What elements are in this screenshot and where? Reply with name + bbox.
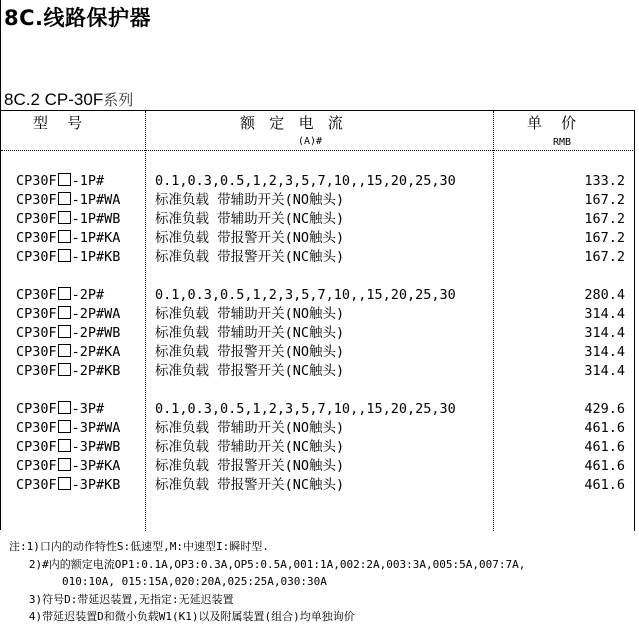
- model-suffix: -2P#WA: [71, 306, 121, 322]
- rating-cell: 标准负载 带辅助开关(NO触头): [155, 306, 345, 322]
- price-cell: 314.4: [584, 344, 625, 360]
- option-box-icon: [58, 287, 71, 300]
- model-suffix: -3P#KA: [71, 458, 121, 474]
- header-price-unit: RMB: [553, 137, 572, 148]
- model-cell: [16, 191, 146, 210]
- option-box-icon: [58, 344, 71, 357]
- left-border-line: [0, 0, 1, 530]
- model-prefix: CP30F: [16, 325, 57, 341]
- model-cell: [16, 343, 146, 362]
- model-cell: [16, 457, 146, 476]
- model-suffix: -2P#KA: [71, 344, 121, 360]
- rating-cell: 标准负载 带报警开关(NC触头): [155, 477, 345, 493]
- model-prefix: CP30F: [16, 477, 57, 493]
- model-cell: [16, 229, 146, 248]
- footnotes: [9, 538, 525, 626]
- model-prefix: CP30F: [16, 230, 57, 246]
- option-box-icon: [58, 306, 71, 319]
- model-suffix: -3P#: [71, 401, 105, 417]
- price-cell: 133.2: [584, 173, 625, 189]
- rating-cell: 标准负载 带报警开关(NO触头): [155, 344, 345, 360]
- model-suffix: -1P#WA: [71, 192, 121, 208]
- header-rating-unit: (A)#: [298, 136, 323, 147]
- rating-cell: 标准负载 带辅助开关(NO触头): [155, 420, 345, 436]
- price-cell: 461.6: [584, 420, 625, 436]
- model-prefix: CP30F: [16, 458, 57, 474]
- model-suffix: -3P#WB: [71, 439, 121, 455]
- model-suffix: -1P#KB: [71, 249, 121, 265]
- note-line: 4)带延迟装置D和微小负载W1(K1)以及附属装置(组合)均单独询价: [9, 610, 355, 623]
- header-rating: 额 定 电 流: [240, 114, 343, 132]
- price-cell: 461.6: [584, 477, 625, 493]
- rating-cell: 标准负载 带报警开关(NO触头): [155, 458, 345, 474]
- table-header-divider: [1, 150, 635, 151]
- note-line: 010:10A, 015:15A,020:20A,025:25A,030:30A: [9, 575, 327, 588]
- option-box-icon: [58, 458, 71, 471]
- option-box-icon: [58, 249, 71, 262]
- page-title: 8C.线路保护器: [4, 6, 152, 30]
- option-box-icon: [58, 420, 71, 433]
- rating-cell: 0.1,0.3,0.5,1,2,3,5,7,10,,15,20,25,30: [155, 401, 456, 417]
- model-prefix: CP30F: [16, 211, 57, 227]
- section-code: 8C.2 CP-30F: [4, 90, 104, 109]
- model-suffix: -2P#WB: [71, 325, 121, 341]
- model-prefix: CP30F: [16, 401, 57, 417]
- model-prefix: CP30F: [16, 173, 57, 189]
- model-cell: [16, 419, 146, 438]
- note-line: 3)符号D:带延迟装置,无指定:无延迟装置: [9, 592, 234, 606]
- rating-cell: 标准负载 带报警开关(NC触头): [155, 249, 345, 265]
- rating-cell: 0.1,0.3,0.5,1,2,3,5,7,10,,15,20,25,30: [155, 173, 456, 189]
- rating-cell: 标准负载 带辅助开关(NC触头): [155, 211, 345, 227]
- price-cell: 167.2: [584, 192, 625, 208]
- price-cell: 461.6: [584, 439, 625, 455]
- model-suffix: -1P#WB: [71, 211, 121, 227]
- section-title: [4, 89, 133, 110]
- model-suffix: -3P#KB: [71, 477, 121, 493]
- model-cell: [16, 438, 146, 457]
- note-line: 2)#内的额定电流OP1:0.1A,OP3:0.3A,OP5:0.5A,001:1A,002:2A,003:3A,005:5A,007:7A,: [9, 557, 526, 571]
- model-cell: [16, 286, 146, 305]
- model-prefix: CP30F: [16, 344, 57, 360]
- price-cell: 461.6: [584, 458, 625, 474]
- price-cell: 314.4: [584, 325, 625, 341]
- option-box-icon: [58, 211, 71, 224]
- option-box-icon: [58, 439, 71, 452]
- model-cell: [16, 362, 146, 381]
- model-prefix: CP30F: [16, 192, 57, 208]
- model-prefix: CP30F: [16, 287, 57, 303]
- model-suffix: -1P#KA: [71, 230, 121, 246]
- model-suffix: -2P#: [71, 287, 105, 303]
- section-series: 系列: [103, 91, 134, 109]
- model-suffix: -2P#KB: [71, 363, 121, 379]
- rating-cell: 标准负载 带报警开关(NC触头): [155, 363, 345, 379]
- model-cell: [16, 172, 146, 191]
- model-prefix: CP30F: [16, 306, 57, 322]
- table-right-border: [634, 110, 635, 531]
- option-box-icon: [58, 363, 71, 376]
- option-box-icon: [58, 401, 71, 414]
- model-cell: [16, 210, 146, 229]
- rating-cell: 标准负载 带报警开关(NO触头): [155, 230, 345, 246]
- price-cell: 167.2: [584, 249, 625, 265]
- price-cell: 167.2: [584, 211, 625, 227]
- price-cell: 167.2: [584, 230, 625, 246]
- model-cell: [16, 476, 146, 495]
- model-prefix: CP30F: [16, 420, 57, 436]
- option-box-icon: [58, 477, 71, 490]
- option-box-icon: [58, 192, 71, 205]
- rating-cell: 0.1,0.3,0.5,1,2,3,5,7,10,,15,20,25,30: [155, 287, 456, 303]
- price-cell: 429.6: [584, 401, 625, 417]
- rating-cell: 标准负载 带辅助开关(NC触头): [155, 439, 345, 455]
- table-top-border: [1, 110, 635, 111]
- column-divider-2: [493, 111, 494, 531]
- price-cell: 314.4: [584, 306, 625, 322]
- option-box-icon: [58, 173, 71, 186]
- price-cell: 314.4: [584, 363, 625, 379]
- model-prefix: CP30F: [16, 249, 57, 265]
- option-box-icon: [58, 325, 71, 338]
- option-box-icon: [58, 230, 71, 243]
- header-model: 型 号: [33, 114, 83, 132]
- model-cell: [16, 305, 146, 324]
- model-prefix: CP30F: [16, 363, 57, 379]
- rating-cell: 标准负载 带辅助开关(NO触头): [155, 192, 345, 208]
- header-price: 单 价: [527, 114, 577, 132]
- rating-cell: 标准负载 带辅助开关(NC触头): [155, 325, 345, 341]
- model-prefix: CP30F: [16, 439, 57, 455]
- model-suffix: -3P#WA: [71, 420, 121, 436]
- model-cell: [16, 324, 146, 343]
- model-suffix: -1P#: [71, 173, 105, 189]
- model-cell: [16, 400, 146, 419]
- note-line: 注:1)口内的动作特性S:低速型,M:中速型I:瞬时型.: [9, 540, 269, 553]
- price-cell: 280.4: [584, 287, 625, 303]
- model-cell: [16, 248, 146, 267]
